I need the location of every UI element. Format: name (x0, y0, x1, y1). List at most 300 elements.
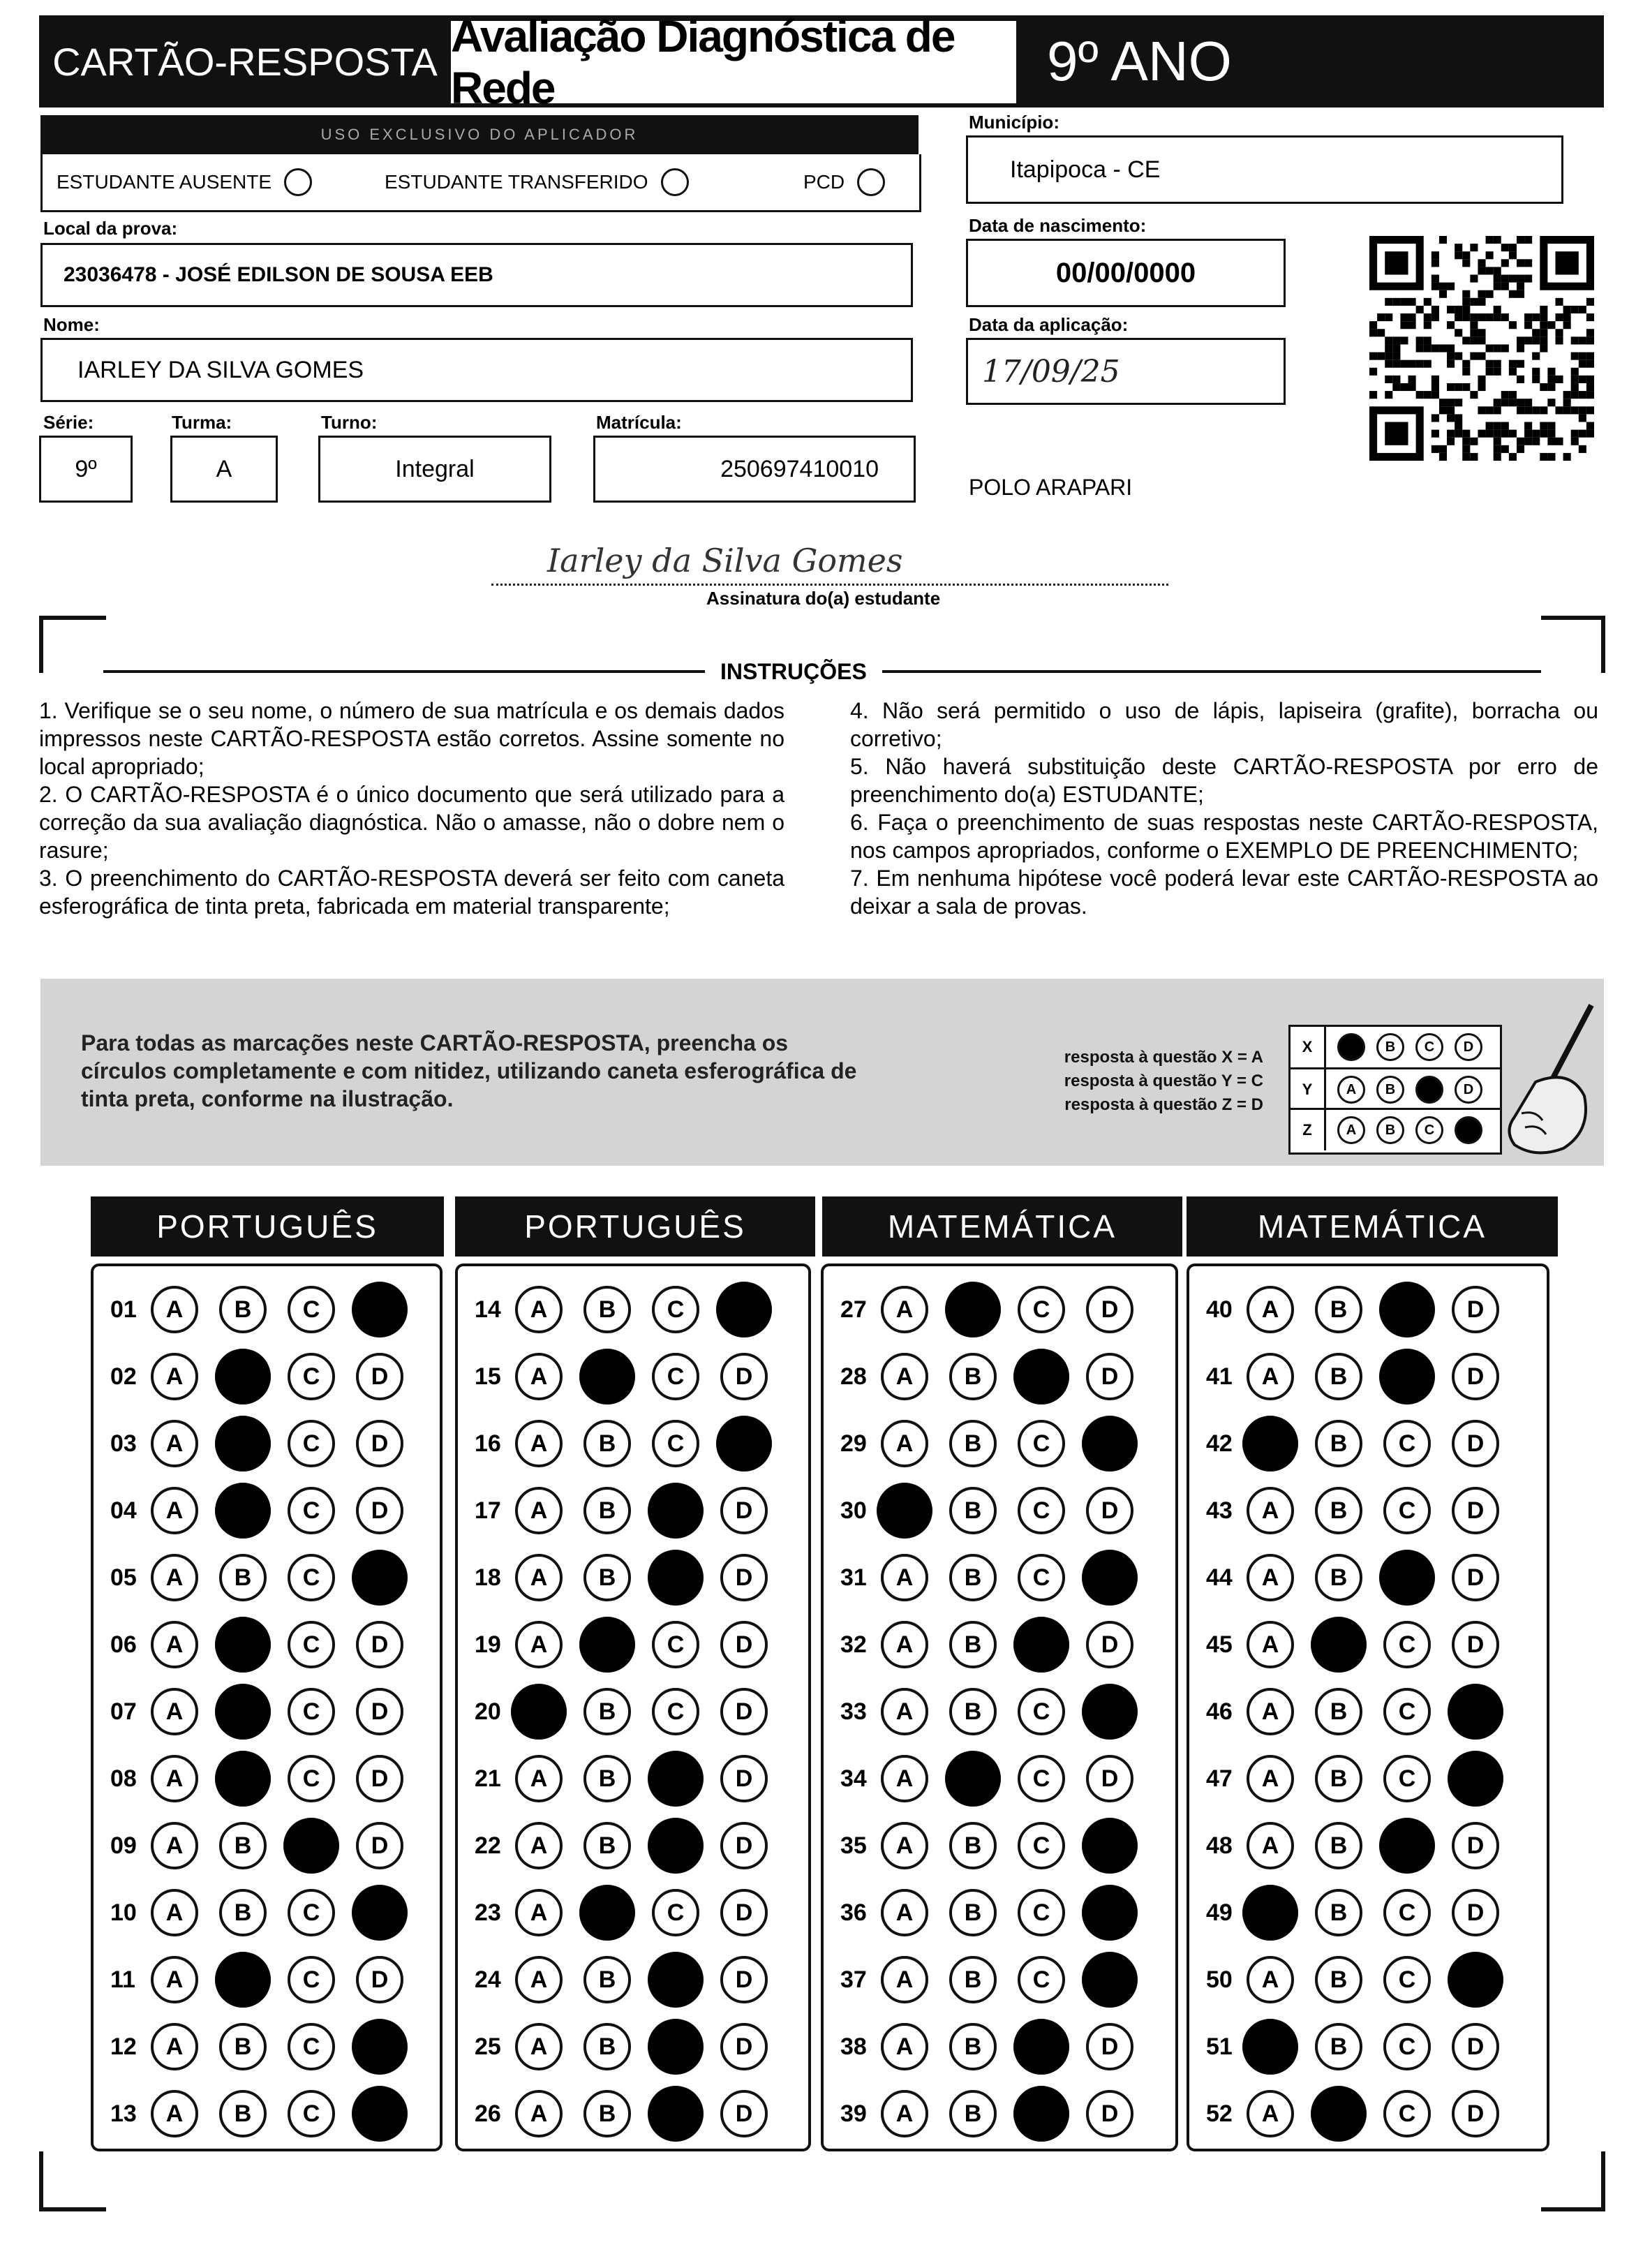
answer-bubble-43-b[interactable]: B (1315, 1487, 1362, 1534)
question-number: 08 (110, 1765, 137, 1792)
pcd-circle[interactable] (857, 168, 885, 196)
question-number: 16 (475, 1430, 501, 1457)
answer-bubble-42-d[interactable]: D (1452, 1420, 1499, 1467)
answer-bubble-32-a[interactable]: A (881, 1621, 928, 1668)
answer-bubble-15-a[interactable]: A (515, 1353, 563, 1400)
answer-bubble-22-c[interactable] (648, 1818, 704, 1874)
answer-bubble-17-b[interactable]: B (583, 1487, 631, 1534)
answer-bubble-30-c[interactable]: C (1018, 1487, 1065, 1534)
pcd-label: PCD (803, 171, 845, 193)
municipio-label: Município: (969, 112, 1059, 133)
answer-bubble-21-b[interactable]: B (583, 1755, 631, 1802)
answer-bubble-19-a[interactable]: A (515, 1621, 563, 1668)
answer-bubble-26-c[interactable] (648, 2086, 704, 2142)
answer-bubble-22-d[interactable]: D (720, 1822, 768, 1869)
answer-bubble-08-a[interactable]: A (151, 1755, 198, 1802)
answer-bubble-22-b[interactable]: B (583, 1822, 631, 1869)
serie-label: Série: (43, 412, 94, 433)
question-number: 43 (1206, 1497, 1233, 1524)
answer-bubble-29-d[interactable] (1082, 1416, 1138, 1472)
question-number: 32 (840, 1631, 867, 1658)
turno-label: Turno: (321, 412, 378, 433)
answer-bubble-12-c[interactable]: C (288, 2023, 335, 2070)
answer-bubble-11-d[interactable]: D (356, 1956, 403, 2003)
question-number: 11 (110, 1966, 135, 1993)
question-number: 36 (840, 1899, 867, 1926)
answer-bubble-18-b[interactable]: B (583, 1554, 631, 1601)
question-row-19 (475, 1615, 768, 1674)
answer-bubble-20-b[interactable]: B (583, 1688, 631, 1735)
answer-bubble-11-c[interactable]: C (288, 1956, 335, 2003)
answer-bubble-40-c[interactable] (1379, 1282, 1435, 1337)
answer-bubble-14-b[interactable]: B (583, 1286, 631, 1333)
question-number: 24 (475, 1966, 501, 1993)
answer-bubble-48-d[interactable]: D (1452, 1822, 1499, 1869)
answer-bubble-12-d[interactable] (352, 2019, 408, 2075)
answer-bubble-27-c[interactable]: C (1018, 1286, 1065, 1333)
answer-bubble-36-d[interactable] (1082, 1885, 1138, 1941)
answer-bubble-35-d[interactable] (1082, 1818, 1138, 1874)
question-row-25 (475, 2017, 768, 2076)
answer-bubble-27-d[interactable]: D (1086, 1286, 1133, 1333)
answer-bubble-43-c[interactable]: C (1383, 1487, 1431, 1534)
question-number: 25 (475, 2033, 501, 2060)
question-number: 19 (475, 1631, 501, 1658)
question-row-21 (475, 1749, 768, 1808)
answer-bubble-16-a[interactable]: A (515, 1420, 563, 1467)
question-row-37 (840, 1950, 1133, 2009)
answer-bubble-04-a[interactable]: A (151, 1487, 198, 1534)
answer-bubble-23-d[interactable]: D (720, 1889, 768, 1936)
answer-bubble-39-b[interactable]: B (949, 2090, 997, 2137)
answer-bubble-44-b[interactable]: B (1315, 1554, 1362, 1601)
answer-bubble-21-c[interactable] (648, 1751, 704, 1807)
answer-bubble-41-a[interactable]: A (1247, 1353, 1294, 1400)
instruction-5: 5. Não haverá substituição deste CARTÃO-RESPOSTA por erro de preenchimento do(a) ESTUDANTE; (850, 754, 1598, 807)
question-number: 41 (1206, 1363, 1233, 1390)
answer-bubble-24-c[interactable] (648, 1952, 704, 2008)
answer-bubble-51-a[interactable] (1242, 2019, 1298, 2075)
answer-bubble-30-a[interactable] (877, 1483, 932, 1539)
instructions-right (850, 697, 1598, 920)
question-row-26 (475, 2084, 768, 2143)
answer-bubble-03-b[interactable] (215, 1416, 271, 1472)
answer-bubble-01-d[interactable] (352, 1282, 408, 1337)
answer-bubble-23-c[interactable]: C (652, 1889, 699, 1936)
section-header-3: MATEMÁTICA (822, 1196, 1182, 1257)
question-number: 37 (840, 1966, 867, 1993)
answer-bubble-36-b[interactable]: B (949, 1889, 997, 1936)
example-bubble-x-a (1337, 1033, 1365, 1061)
question-number: 34 (840, 1765, 867, 1792)
answer-bubble-47-d[interactable] (1448, 1751, 1503, 1807)
question-row-09 (110, 1816, 403, 1875)
answer-bubble-15-c[interactable]: C (652, 1353, 699, 1400)
answer-bubble-18-c[interactable] (648, 1550, 704, 1606)
answer-bubble-48-c[interactable] (1379, 1818, 1435, 1874)
answer-bubble-50-a[interactable]: A (1247, 1956, 1294, 2003)
answer-bubble-29-a[interactable]: A (881, 1420, 928, 1467)
answer-bubble-16-c[interactable]: C (652, 1420, 699, 1467)
answer-bubble-06-a[interactable]: A (151, 1621, 198, 1668)
answer-bubble-41-b[interactable]: B (1315, 1353, 1362, 1400)
answer-bubble-13-c[interactable]: C (288, 2090, 335, 2137)
answer-bubble-38-b[interactable]: B (949, 2023, 997, 2070)
answer-bubble-10-d[interactable] (352, 1885, 408, 1941)
answer-bubble-17-c[interactable] (648, 1483, 704, 1539)
example-bubble-y-d: D (1455, 1076, 1482, 1104)
answer-bubble-48-a[interactable]: A (1247, 1822, 1294, 1869)
instructions-left (39, 697, 784, 920)
answer-bubble-36-a[interactable]: A (881, 1889, 928, 1936)
answer-bubble-17-a[interactable]: A (515, 1487, 563, 1534)
answer-bubble-13-d[interactable] (352, 2086, 408, 2142)
answer-bubble-46-d[interactable] (1448, 1684, 1503, 1740)
turno-field: Integral (318, 436, 551, 503)
answer-bubble-07-c[interactable]: C (288, 1688, 335, 1735)
answer-bubble-06-c[interactable]: C (288, 1621, 335, 1668)
answer-bubble-20-a[interactable] (511, 1684, 567, 1740)
question-number: 21 (475, 1765, 501, 1792)
answer-bubble-40-b[interactable]: B (1315, 1286, 1362, 1333)
answer-bubble-24-a[interactable]: A (515, 1956, 563, 2003)
answer-bubble-34-b[interactable] (945, 1751, 1001, 1807)
question-row-01 (110, 1280, 403, 1339)
answer-bubble-50-c[interactable]: C (1383, 1956, 1431, 2003)
absent-circle[interactable] (284, 168, 312, 196)
signature-label: Assinatura do(a) estudante (706, 588, 941, 609)
answer-bubble-38-a[interactable]: A (881, 2023, 928, 2070)
question-row-07 (110, 1682, 403, 1741)
answer-bubble-03-c[interactable]: C (288, 1420, 335, 1467)
answer-bubble-33-c[interactable]: C (1018, 1688, 1065, 1735)
transferred-option[interactable] (385, 168, 689, 196)
answer-bubble-06-b[interactable] (215, 1617, 271, 1673)
answer-bubble-47-a[interactable]: A (1247, 1755, 1294, 1802)
pcd-option[interactable] (803, 168, 885, 196)
question-number: 27 (840, 1296, 867, 1323)
answer-bubble-16-b[interactable]: B (583, 1420, 631, 1467)
answer-bubble-05-d[interactable] (352, 1550, 408, 1606)
answer-panel-4 (1187, 1263, 1549, 2151)
aplicacao-label: Data da aplicação: (969, 314, 1129, 335)
answer-bubble-43-d[interactable]: D (1452, 1487, 1499, 1534)
local-field: 23036478 - JOSÉ EDILSON DE SOUSA EEB (40, 243, 913, 307)
section-header-1: PORTUGUÊS (91, 1196, 444, 1257)
question-number: 20 (475, 1698, 501, 1725)
answer-bubble-01-c[interactable]: C (288, 1286, 335, 1333)
answer-bubble-10-c[interactable]: C (288, 1889, 335, 1936)
question-row-05 (110, 1548, 403, 1607)
answer-bubble-07-d[interactable]: D (356, 1688, 403, 1735)
answer-bubble-21-a[interactable]: A (515, 1755, 563, 1802)
answer-bubble-26-d[interactable]: D (720, 2090, 768, 2137)
answer-bubble-35-b[interactable]: B (949, 1822, 997, 1869)
answer-bubble-04-c[interactable]: C (288, 1487, 335, 1534)
answer-bubble-46-a[interactable]: A (1247, 1688, 1294, 1735)
frame-corner-tr (1541, 616, 1605, 673)
answer-bubble-49-c[interactable]: C (1383, 1889, 1431, 1936)
answer-bubble-21-d[interactable]: D (720, 1755, 768, 1802)
answer-bubble-36-c[interactable]: C (1018, 1889, 1065, 1936)
absent-label: ESTUDANTE AUSENTE (57, 171, 272, 193)
name-field: IARLEY DA SILVA GOMES (40, 338, 913, 402)
answer-bubble-12-b[interactable]: B (219, 2023, 267, 2070)
answer-bubble-37-a[interactable]: A (881, 1956, 928, 2003)
question-number: 12 (110, 2033, 137, 2060)
question-row-40 (1206, 1280, 1499, 1339)
answer-bubble-39-a[interactable]: A (881, 2090, 928, 2137)
question-row-06 (110, 1615, 403, 1674)
answer-bubble-44-d[interactable]: D (1452, 1554, 1499, 1601)
answer-bubble-37-c[interactable]: C (1018, 1956, 1065, 2003)
answer-bubble-16-d[interactable] (716, 1416, 772, 1472)
answer-bubble-49-a[interactable] (1242, 1885, 1298, 1941)
question-number: 10 (110, 1899, 137, 1926)
answer-bubble-30-d[interactable]: D (1086, 1487, 1133, 1534)
answer-bubble-10-b[interactable]: B (219, 1889, 267, 1936)
answer-bubble-35-c[interactable]: C (1018, 1822, 1065, 1869)
answer-bubble-44-a[interactable]: A (1247, 1554, 1294, 1601)
answer-bubble-39-c[interactable] (1013, 2086, 1069, 2142)
answer-bubble-33-b[interactable]: B (949, 1688, 997, 1735)
answer-bubble-38-d[interactable]: D (1086, 2023, 1133, 2070)
answer-bubble-47-b[interactable]: B (1315, 1755, 1362, 1802)
answer-bubble-19-b[interactable] (579, 1617, 635, 1673)
answer-bubble-23-a[interactable]: A (515, 1889, 563, 1936)
question-number: 13 (110, 2100, 137, 2127)
section-header-4: MATEMÁTICA (1187, 1196, 1558, 1257)
question-row-03 (110, 1414, 403, 1473)
answer-bubble-13-a[interactable]: A (151, 2090, 198, 2137)
answer-bubble-28-a[interactable]: A (881, 1353, 928, 1400)
answer-bubble-49-b[interactable]: B (1315, 1889, 1362, 1936)
answer-bubble-50-b[interactable]: B (1315, 1956, 1362, 2003)
answer-bubble-19-c[interactable]: C (652, 1621, 699, 1668)
answer-bubble-12-a[interactable]: A (151, 2023, 198, 2070)
answer-bubble-27-a[interactable]: A (881, 1286, 928, 1333)
example-bubble-z-b: B (1376, 1116, 1404, 1144)
answer-bubble-11-a[interactable]: A (151, 1956, 198, 2003)
transferred-circle[interactable] (661, 168, 689, 196)
answer-bubble-20-c[interactable]: C (652, 1688, 699, 1735)
answer-bubble-08-b[interactable] (215, 1751, 271, 1807)
answer-bubble-32-b[interactable]: B (949, 1621, 997, 1668)
question-number: 02 (110, 1363, 137, 1390)
answer-bubble-11-b[interactable] (215, 1952, 271, 2008)
example-text: Para todas as marcações neste CARTÃO-RESPOSTA, preencha os círculos completamente e com nitidez, utilizando caneta esferográfica de tinta preta, conforme na ilustração. (81, 1030, 857, 1111)
question-number: 07 (110, 1698, 137, 1725)
question-row-04 (110, 1481, 403, 1540)
answer-bubble-14-d[interactable] (716, 1282, 772, 1337)
answer-bubble-35-a[interactable]: A (881, 1822, 928, 1869)
answer-bubble-50-d[interactable] (1448, 1952, 1503, 2008)
answer-bubble-04-b[interactable] (215, 1483, 271, 1539)
answer-bubble-51-d[interactable]: D (1452, 2023, 1499, 2070)
answer-bubble-25-c[interactable] (648, 2019, 704, 2075)
answer-bubble-26-b[interactable]: B (583, 2090, 631, 2137)
question-row-11 (110, 1950, 403, 2009)
answer-bubble-37-d[interactable] (1082, 1952, 1138, 2008)
answer-bubble-24-b[interactable]: B (583, 1956, 631, 2003)
answer-bubble-48-b[interactable]: B (1315, 1822, 1362, 1869)
answer-bubble-02-a[interactable]: A (151, 1353, 198, 1400)
answer-bubble-14-c[interactable]: C (652, 1286, 699, 1333)
answer-bubble-40-a[interactable]: A (1247, 1286, 1294, 1333)
question-row-44 (1206, 1548, 1499, 1607)
answer-bubble-18-d[interactable]: D (720, 1554, 768, 1601)
answer-bubble-42-c[interactable]: C (1383, 1420, 1431, 1467)
answer-bubble-22-a[interactable]: A (515, 1822, 563, 1869)
turma-field: A (170, 436, 278, 503)
answer-bubble-45-b[interactable] (1311, 1617, 1367, 1673)
question-number: 29 (840, 1430, 867, 1457)
answer-bubble-46-c[interactable]: C (1383, 1688, 1431, 1735)
answer-bubble-05-b[interactable]: B (219, 1554, 267, 1601)
question-number: 28 (840, 1363, 867, 1390)
answer-bubble-20-d[interactable]: D (720, 1688, 768, 1735)
answer-bubble-41-d[interactable]: D (1452, 1353, 1499, 1400)
answer-bubble-51-c[interactable]: C (1383, 2023, 1431, 2070)
answer-bubble-46-b[interactable]: B (1315, 1688, 1362, 1735)
question-row-30 (840, 1481, 1133, 1540)
answer-bubble-37-b[interactable]: B (949, 1956, 997, 2003)
question-row-14 (475, 1280, 768, 1339)
answer-bubble-13-b[interactable]: B (219, 2090, 267, 2137)
answer-bubble-25-b[interactable]: B (583, 2023, 631, 2070)
answer-bubble-45-c[interactable]: C (1383, 1621, 1431, 1668)
answer-bubble-09-d[interactable]: D (356, 1822, 403, 1869)
answer-bubble-19-d[interactable]: D (720, 1621, 768, 1668)
answer-bubble-08-c[interactable]: C (288, 1755, 335, 1802)
local-label: Local da prova: (43, 218, 178, 239)
question-number: 40 (1206, 1296, 1233, 1323)
answer-bubble-29-b[interactable]: B (949, 1420, 997, 1467)
answer-bubble-30-b[interactable]: B (949, 1487, 997, 1534)
question-row-51 (1206, 2017, 1499, 2076)
answer-bubble-05-c[interactable]: C (288, 1554, 335, 1601)
answer-bubble-06-d[interactable]: D (356, 1621, 403, 1668)
answer-bubble-49-d[interactable]: D (1452, 1889, 1499, 1936)
answer-bubble-34-d[interactable]: D (1086, 1755, 1133, 1802)
answer-bubble-02-b[interactable] (215, 1349, 271, 1404)
question-number: 47 (1206, 1765, 1233, 1792)
answer-bubble-15-d[interactable]: D (720, 1353, 768, 1400)
answer-bubble-39-d[interactable]: D (1086, 2090, 1133, 2137)
answer-bubble-08-d[interactable]: D (356, 1755, 403, 1802)
question-number: 52 (1206, 2100, 1233, 2127)
question-row-43 (1206, 1481, 1499, 1540)
question-number: 44 (1206, 1564, 1233, 1591)
answer-bubble-05-a[interactable]: A (151, 1554, 198, 1601)
answer-bubble-07-b[interactable] (215, 1684, 271, 1740)
answer-bubble-07-a[interactable]: A (151, 1688, 198, 1735)
answer-bubble-03-a[interactable]: A (151, 1420, 198, 1467)
question-row-48 (1206, 1816, 1499, 1875)
answer-bubble-34-a[interactable]: A (881, 1755, 928, 1802)
aplicacao-field[interactable]: 17/09/25 (966, 338, 1286, 405)
answer-bubble-28-b[interactable]: B (949, 1353, 997, 1400)
absent-option[interactable] (57, 168, 312, 196)
example-row-x (1291, 1027, 1500, 1067)
frame-corner-br (1541, 2151, 1605, 2211)
signature-line[interactable] (491, 542, 1168, 586)
answer-bubble-52-a[interactable]: A (1247, 2090, 1294, 2137)
answer-bubble-52-c[interactable]: C (1383, 2090, 1431, 2137)
question-row-49 (1206, 1883, 1499, 1942)
applicant-box (40, 154, 921, 212)
legend-x: resposta à questão X = A (1064, 1048, 1263, 1067)
answer-bubble-31-b[interactable]: B (949, 1554, 997, 1601)
answer-bubble-23-b[interactable] (579, 1885, 635, 1941)
answer-bubble-26-a[interactable]: A (515, 2090, 563, 2137)
example-legend (1026, 1046, 1263, 1117)
answer-bubble-31-d[interactable] (1082, 1550, 1138, 1606)
answer-bubble-42-b[interactable]: B (1315, 1420, 1362, 1467)
answer-bubble-52-d[interactable]: D (1452, 2090, 1499, 2137)
answer-bubble-02-c[interactable]: C (288, 1353, 335, 1400)
answer-bubble-04-d[interactable]: D (356, 1487, 403, 1534)
answer-bubble-02-d[interactable]: D (356, 1353, 403, 1400)
answer-bubble-28-c[interactable] (1013, 1349, 1069, 1404)
answer-bubble-01-b[interactable]: B (219, 1286, 267, 1333)
answer-bubble-40-d[interactable]: D (1452, 1286, 1499, 1333)
answer-bubble-27-b[interactable] (945, 1282, 1001, 1337)
question-row-41 (1206, 1347, 1499, 1406)
answer-bubble-33-a[interactable]: A (881, 1688, 928, 1735)
answer-bubble-32-d[interactable]: D (1086, 1621, 1133, 1668)
answer-bubble-29-c[interactable]: C (1018, 1420, 1065, 1467)
example-bubble-x-b: B (1376, 1033, 1404, 1061)
answer-bubble-10-a[interactable]: A (151, 1889, 198, 1936)
question-row-17 (475, 1481, 768, 1540)
answer-bubble-52-b[interactable] (1311, 2086, 1367, 2142)
answer-bubble-03-d[interactable]: D (356, 1420, 403, 1467)
answer-bubble-31-c[interactable]: C (1018, 1554, 1065, 1601)
answer-bubble-18-a[interactable]: A (515, 1554, 563, 1601)
answer-bubble-09-b[interactable]: B (219, 1822, 267, 1869)
question-number: 18 (475, 1564, 501, 1591)
answer-bubble-51-b[interactable]: B (1315, 2023, 1362, 2070)
answer-bubble-17-d[interactable]: D (720, 1487, 768, 1534)
answer-bubble-34-c[interactable]: C (1018, 1755, 1065, 1802)
answer-bubble-45-a[interactable]: A (1247, 1621, 1294, 1668)
answer-bubble-24-d[interactable]: D (720, 1956, 768, 2003)
answer-bubble-43-a[interactable]: A (1247, 1487, 1294, 1534)
answer-bubble-09-c[interactable] (283, 1818, 339, 1874)
answer-bubble-09-a[interactable]: A (151, 1822, 198, 1869)
answer-bubble-38-c[interactable] (1013, 2019, 1069, 2075)
legend-z: resposta à questão Z = D (1064, 1095, 1263, 1114)
answer-bubble-01-a[interactable]: A (151, 1286, 198, 1333)
answer-bubble-42-a[interactable] (1242, 1416, 1298, 1472)
question-row-38 (840, 2017, 1133, 2076)
answer-bubble-47-c[interactable]: C (1383, 1755, 1431, 1802)
answer-bubble-33-d[interactable] (1082, 1684, 1138, 1740)
answer-bubble-28-d[interactable]: D (1086, 1353, 1133, 1400)
answer-bubble-45-d[interactable]: D (1452, 1621, 1499, 1668)
question-row-35 (840, 1816, 1133, 1875)
answer-bubble-14-a[interactable]: A (515, 1286, 563, 1333)
answer-bubble-15-b[interactable] (579, 1349, 635, 1404)
answer-bubble-41-c[interactable] (1379, 1349, 1435, 1404)
answer-bubble-31-a[interactable]: A (881, 1554, 928, 1601)
example-bubble-y-a: A (1337, 1076, 1365, 1104)
answer-bubble-44-c[interactable] (1379, 1550, 1435, 1606)
answer-bubble-25-d[interactable]: D (720, 2023, 768, 2070)
answer-bubble-32-c[interactable] (1013, 1617, 1069, 1673)
answer-bubble-25-a[interactable]: A (515, 2023, 563, 2070)
